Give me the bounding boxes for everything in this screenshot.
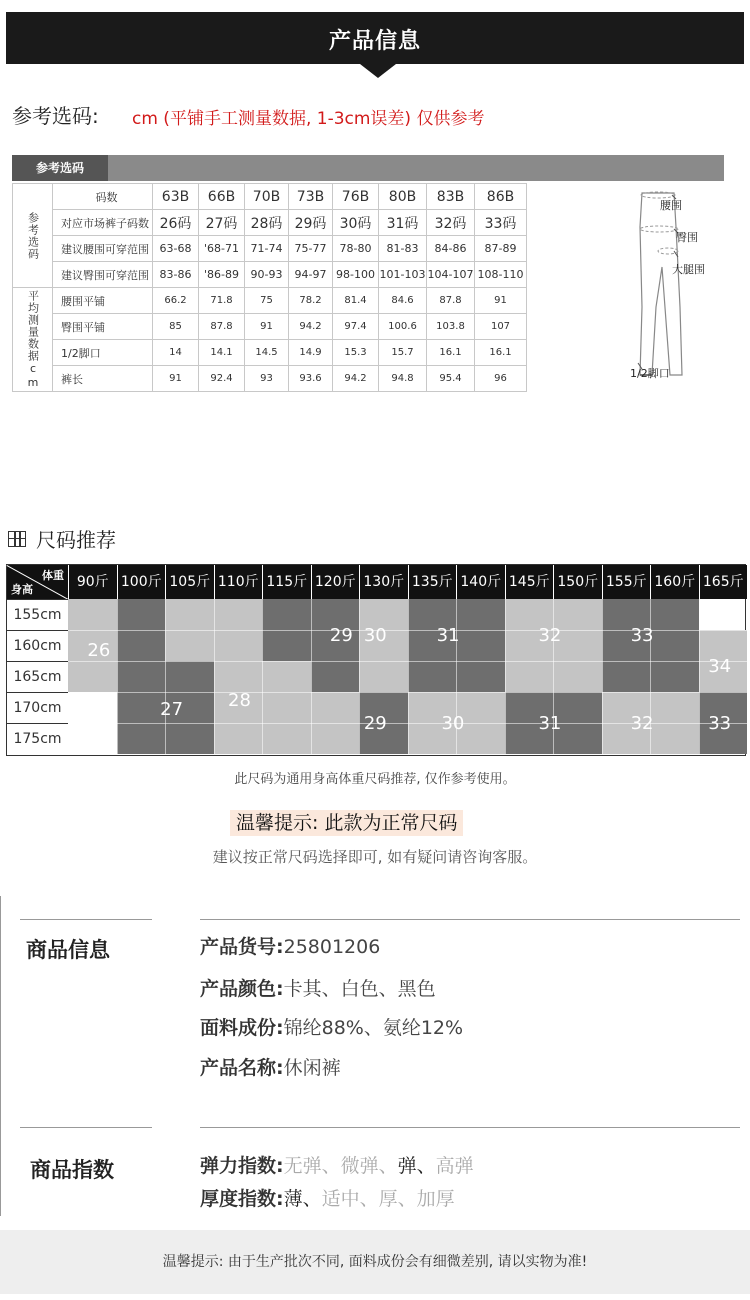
table-grid-icon <box>8 531 26 547</box>
elasticity-index <box>200 1151 474 1178</box>
size-number: 31 <box>538 713 562 735</box>
weight-header: 165斤 <box>699 565 748 599</box>
info-key: 面料成份: <box>200 1017 284 1039</box>
weight-header: 145斤 <box>505 565 554 599</box>
section-rule <box>20 919 152 920</box>
reference-cell: 94-97 <box>289 262 333 288</box>
weight-header: 150斤 <box>553 565 602 599</box>
reference-cell: 30码 <box>333 210 379 236</box>
height-label: 160cm <box>7 630 68 661</box>
reference-cell: 87.8 <box>199 314 245 340</box>
index-option: 加厚 <box>416 1188 455 1210</box>
corner-weight-label: 体重 <box>42 569 64 582</box>
reference-row <box>13 184 527 210</box>
hip-label: 臀围 <box>676 231 698 244</box>
reference-cell: 16.1 <box>427 340 475 366</box>
product-info-title: 商品信息 <box>26 938 110 962</box>
size-number: 33 <box>630 624 654 646</box>
reference-cell: 96 <box>475 366 527 392</box>
index-option: 弹、 <box>397 1155 436 1177</box>
reference-cell: 90-93 <box>245 262 289 288</box>
section-border <box>0 896 1 1216</box>
reference-cell: 85 <box>153 314 199 340</box>
weight-header: 130斤 <box>359 565 408 599</box>
info-row-fabric <box>200 1013 463 1040</box>
reference-cell: 29码 <box>289 210 333 236</box>
size-recommend-table <box>6 564 746 756</box>
reference-cell: 14.5 <box>245 340 289 366</box>
reference-cell: 103.8 <box>427 314 475 340</box>
banner-title: 产品信息 <box>328 29 421 54</box>
reference-cell: 73B <box>289 184 333 210</box>
reference-cell: 33码 <box>475 210 527 236</box>
info-row-color <box>200 974 436 1001</box>
reference-row <box>13 340 527 366</box>
info-value: 锦纶88%、氨纶12% <box>283 1017 464 1039</box>
reference-cell: 91 <box>245 314 289 340</box>
thickness-options <box>284 1188 455 1210</box>
reference-cell: 91 <box>475 288 527 314</box>
reference-cell: 71-74 <box>245 236 289 262</box>
weight-header: 100斤 <box>117 565 166 599</box>
reference-cell: 66B <box>199 184 245 210</box>
reference-cell: 97.4 <box>333 314 379 340</box>
size-tip-title: 温馨提示: 此款为正常尺码 <box>230 810 463 836</box>
height-label: 155cm <box>7 599 68 630</box>
row-label: 建议腰围可穿范围 <box>53 236 153 262</box>
recommend-heading <box>8 524 116 553</box>
reference-cell: 80B <box>379 184 427 210</box>
info-row-sku <box>200 932 380 959</box>
row-label: 码数 <box>53 184 153 210</box>
reference-cell: 107 <box>475 314 527 340</box>
weight-header: 90斤 <box>68 565 117 599</box>
size-number: 29 <box>329 624 353 646</box>
reference-cell: 14.9 <box>289 340 333 366</box>
reference-cell: 100.6 <box>379 314 427 340</box>
recommend-footnote: 此尺码为通用身高体重尺码推荐, 仅作参考使用。 <box>234 772 516 787</box>
height-label: 170cm <box>7 692 68 723</box>
reference-cell: 87-89 <box>475 236 527 262</box>
reference-cell: 63B <box>153 184 199 210</box>
reference-cell: 78.2 <box>289 288 333 314</box>
index-option: 无弹、 <box>283 1155 341 1177</box>
info-key: 产品名称: <box>200 1057 284 1079</box>
reference-cell: 14 <box>153 340 199 366</box>
size-number: 34 <box>708 655 732 677</box>
grid-line <box>214 599 215 754</box>
reference-cell: 84.6 <box>379 288 427 314</box>
reference-cell: 93 <box>245 366 289 392</box>
weight-header: 110斤 <box>214 565 263 599</box>
grid-line <box>359 599 360 754</box>
size-tip-text: 建议按正常尺码选择即可, 如有疑问请咨询客服。 <box>212 848 538 866</box>
reference-cell: 101-103 <box>379 262 427 288</box>
section-rule <box>200 1127 740 1128</box>
info-key: 产品颜色: <box>200 978 284 1000</box>
reference-cell: 91 <box>153 366 199 392</box>
grid-line <box>699 599 700 754</box>
reference-cell: 31码 <box>379 210 427 236</box>
reference-note: cm (平铺手工测量数据, 1-3cm误差) 仅供参考 <box>132 109 485 129</box>
row-label: 对应市场裤子码数 <box>53 210 153 236</box>
grid-line <box>117 599 118 754</box>
index-key: 厚度指数: <box>200 1188 284 1210</box>
grid-line <box>602 599 603 754</box>
corner-height-label: 身高 <box>11 583 33 596</box>
group-label: 参考选码 <box>13 184 53 288</box>
size-number: 30 <box>363 624 387 646</box>
weight-header: 105斤 <box>165 565 214 599</box>
index-option: 薄、 <box>283 1188 322 1210</box>
reference-row <box>13 236 527 262</box>
reference-row <box>13 314 527 340</box>
size-number: 32 <box>630 713 654 735</box>
reference-cell: 94.2 <box>333 366 379 392</box>
reference-cell: 81-83 <box>379 236 427 262</box>
hem-label: 1/2脚口 <box>630 367 670 380</box>
reference-cell: 84-86 <box>427 236 475 262</box>
reference-header-bar <box>12 155 724 181</box>
size-number: 27 <box>160 699 184 721</box>
height-label: 175cm <box>7 723 68 754</box>
info-row-name <box>200 1053 341 1080</box>
reference-cell: 86B <box>475 184 527 210</box>
reference-row <box>13 262 527 288</box>
size-number: 26 <box>87 640 111 662</box>
reference-cell: 71.8 <box>199 288 245 314</box>
size-number: 30 <box>441 713 465 735</box>
table-corner <box>7 565 68 599</box>
row-label: 建议臀围可穿范围 <box>53 262 153 288</box>
reference-cell: 76B <box>333 184 379 210</box>
height-label: 165cm <box>7 661 68 692</box>
reference-cell: 93.6 <box>289 366 333 392</box>
reference-cell: 66.2 <box>153 288 199 314</box>
recommend-heading-text: 尺码推荐 <box>36 528 116 552</box>
index-option: 适中、 <box>321 1188 379 1210</box>
reference-cell: 15.3 <box>333 340 379 366</box>
reference-cell: 14.1 <box>199 340 245 366</box>
pants-diagram <box>602 187 722 397</box>
grid-line <box>262 599 263 754</box>
reference-cell: 95.4 <box>427 366 475 392</box>
reference-cell: 26码 <box>153 210 199 236</box>
info-value: 休闲裤 <box>283 1057 341 1079</box>
size-number: 28 <box>228 690 251 711</box>
size-number: 31 <box>436 624 460 646</box>
weight-header: 160斤 <box>650 565 699 599</box>
reference-cell: 81.4 <box>333 288 379 314</box>
info-key: 产品货号: <box>200 936 284 958</box>
row-label: 臀围平铺 <box>53 314 153 340</box>
reference-cell: 98-100 <box>333 262 379 288</box>
section-rule <box>200 919 740 920</box>
banner-arrow <box>360 64 396 78</box>
grid-line <box>408 599 409 754</box>
grid-line <box>68 661 747 662</box>
reference-cell: 108-110 <box>475 262 527 288</box>
elasticity-options <box>284 1155 474 1177</box>
waist-label: 腰围 <box>660 199 682 212</box>
reference-tab: 参考选码 <box>12 155 108 181</box>
reference-heading: 参考选码: <box>12 104 99 128</box>
grid-line <box>165 599 166 754</box>
reference-cell: 83-86 <box>153 262 199 288</box>
reference-cell: 104-107 <box>427 262 475 288</box>
reference-cell: 94.2 <box>289 314 333 340</box>
reference-cell: 75 <box>245 288 289 314</box>
reference-row <box>13 366 527 392</box>
reference-row <box>13 288 527 314</box>
row-label: 裤长 <box>53 366 153 392</box>
size-number: 32 <box>538 624 562 646</box>
weight-header: 120斤 <box>311 565 360 599</box>
reference-row <box>13 210 527 236</box>
weight-header: 115斤 <box>262 565 311 599</box>
row-label: 1/2脚口 <box>53 340 153 366</box>
reference-size-table <box>12 155 724 398</box>
reference-cell: 70B <box>245 184 289 210</box>
product-index-title: 商品指数 <box>30 1158 114 1182</box>
header-banner <box>6 12 744 64</box>
section-rule <box>20 1127 152 1128</box>
reference-cell: 15.7 <box>379 340 427 366</box>
reference-grid <box>12 183 527 392</box>
reference-cell: 63-68 <box>153 236 199 262</box>
bottom-tip-bar: 温馨提示: 由于生产批次不同, 面料成份会有细微差别, 请以实物为准! <box>0 1230 750 1294</box>
reference-cell: 92.4 <box>199 366 245 392</box>
thigh-label: 大腿围 <box>672 263 705 276</box>
reference-cell: 83B <box>427 184 475 210</box>
size-number: 29 <box>363 713 387 735</box>
weight-header: 135斤 <box>408 565 457 599</box>
reference-cell: 27码 <box>199 210 245 236</box>
reference-cell: 32码 <box>427 210 475 236</box>
index-option: 高弹 <box>435 1155 474 1177</box>
size-number: 33 <box>708 713 732 735</box>
info-value: 卡其、白色、黑色 <box>283 978 436 1000</box>
grid-line <box>311 599 312 754</box>
grid-line <box>68 692 747 693</box>
reference-cell: 94.8 <box>379 366 427 392</box>
reference-cell: 16.1 <box>475 340 527 366</box>
reference-cell: 87.8 <box>427 288 475 314</box>
weight-header: 140斤 <box>456 565 505 599</box>
reference-cell: 75-77 <box>289 236 333 262</box>
reference-cell: '86-89 <box>199 262 245 288</box>
thickness-index <box>200 1184 455 1211</box>
reference-cell: 28码 <box>245 210 289 236</box>
weight-header: 155斤 <box>602 565 651 599</box>
index-key: 弹力指数: <box>200 1155 284 1177</box>
grid-line <box>505 599 506 754</box>
reference-cell: 78-80 <box>333 236 379 262</box>
index-option: 微弹、 <box>340 1155 398 1177</box>
index-option: 厚、 <box>378 1188 417 1210</box>
info-value: 25801206 <box>283 936 381 958</box>
group-label: 平均测量数据cm <box>13 288 53 392</box>
row-label: 腰围平铺 <box>53 288 153 314</box>
reference-cell: '68-71 <box>199 236 245 262</box>
